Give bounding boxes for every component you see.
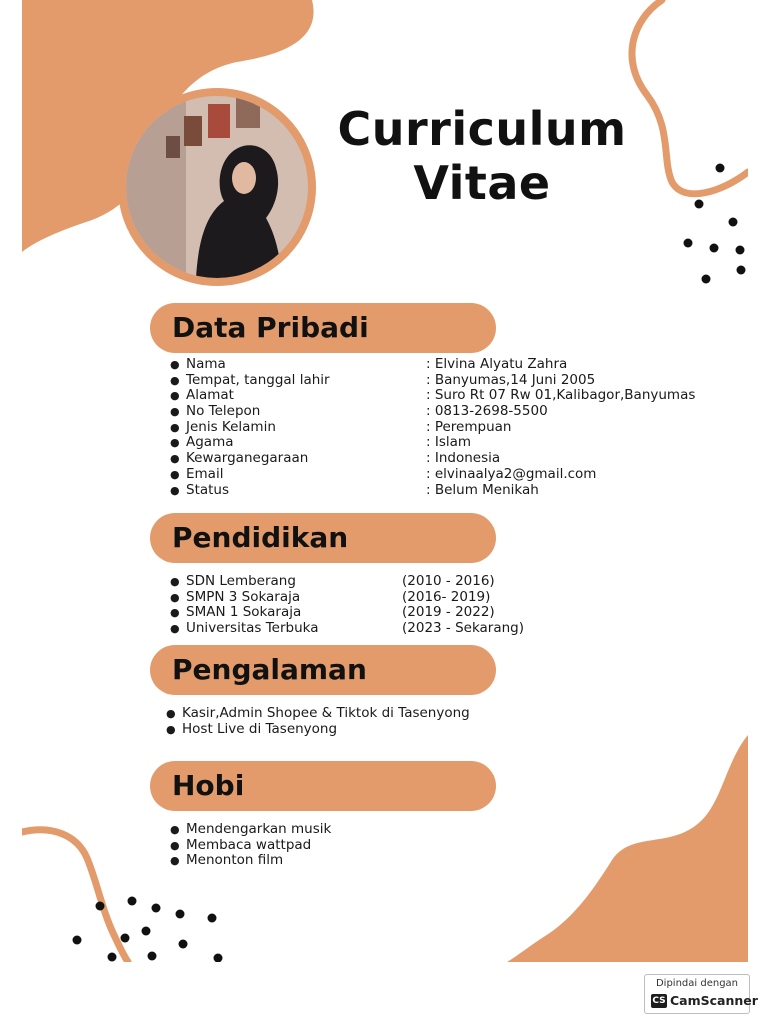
- bullet-icon: ●: [170, 373, 180, 387]
- bullet-icon: ●: [170, 452, 180, 466]
- section-heading-education: [150, 513, 496, 563]
- profile-photo: [126, 96, 308, 278]
- top-right-curve: [632, 0, 748, 194]
- section-title: Data Pribadi: [172, 311, 369, 344]
- bullet-icon: ●: [170, 622, 180, 636]
- section-title: Pengalaman: [172, 653, 367, 686]
- bullet-icon: ●: [166, 707, 176, 720]
- camscanner-logo-icon: CS: [652, 996, 666, 1006]
- bullet-icon: ●: [170, 575, 180, 588]
- camscanner-watermark: [644, 974, 758, 1014]
- bullet-icon: ●: [170, 590, 180, 604]
- title-curriculum: Curriculum: [337, 102, 627, 156]
- bullet-icon: ●: [170, 420, 180, 434]
- watermark-brand: CamScanner: [670, 993, 758, 1008]
- section-title: Hobi: [172, 769, 245, 802]
- dots-bottom-left: [73, 897, 223, 963]
- bullet-icon: ●: [170, 838, 180, 852]
- bullet-icon: ●: [170, 358, 180, 371]
- bullet-icon: ●: [170, 405, 180, 419]
- bullet-icon: ●: [170, 483, 180, 497]
- bullet-icon: ●: [166, 722, 176, 736]
- bullet-icon: ●: [170, 389, 180, 403]
- bottom-right-blob: [507, 735, 748, 962]
- section-heading-hobbies: [150, 761, 496, 811]
- bullet-icon: ●: [170, 606, 180, 620]
- watermark-caption: Dipindai dengan: [655, 978, 739, 989]
- bullet-icon: ●: [170, 467, 180, 481]
- cv-page: Curriculum Vitae Data Pribadi ● Nama : Elvina Alyatu Zahra ● Tempat, tanggal lahir : Banyumas,14 Juni 2005 ● Alamat : Suro Rt 07 Rw 01,Kalibagor,Banyumas ● No Telepon : 0813-2698-5500 ● Jenis Kelamin : Perempuan ● Agama : Islam ● Kewarganegaraan : Indonesia ● Email : elvinaalya2@gmail.com ● Status : Belum Menikah Pendidikan ● SDN Lemberang (2010 - 2016) ● SMPN 3 Sokaraja (2016- 2019) ● SMAN 1 Sokaraja (2019 - 2022) ● Universitas Terbuka (2023 - Sekarang) Pengalaman ● Kasir,Admin Shopee & Tiktok di Tasenyong ● Host Live di Tasenyong Hobi ● Mendengarkan musik ● Membaca wattpad ● Menonton film: [22, 0, 748, 962]
- section-heading-personal: [150, 303, 496, 353]
- section-heading-experience: [150, 645, 496, 695]
- bullet-icon: ●: [170, 823, 180, 836]
- title-vitae: Vitae: [413, 156, 551, 210]
- section-title: Pendidikan: [172, 521, 349, 554]
- bullet-icon: ●: [170, 854, 180, 868]
- bullet-icon: ●: [170, 436, 180, 450]
- profile-photo-icon: [126, 96, 308, 278]
